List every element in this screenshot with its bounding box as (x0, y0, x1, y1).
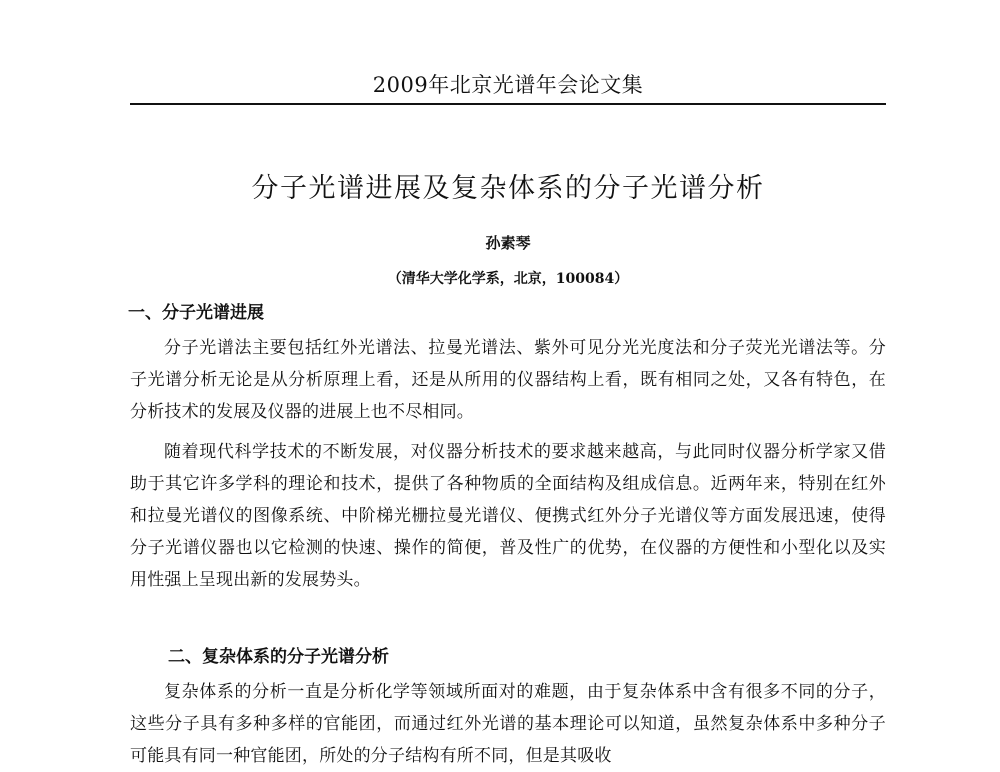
section-heading-1: 一、分子光谱进展 (128, 303, 264, 323)
section-2-paragraph-1: 复杂体系的分析一直是分析化学等领域所面对的难题，由于复杂体系中含有很多不同的分子，这些分子具有多种多样的官能团，而通过红外光谱的基本理论可以知道，虽然复杂体系中多种分子可能具有同一种官能团，所处的分子结构有所不同，但是其吸收 (130, 682, 886, 766)
section-heading-2: 二、复杂体系的分子光谱分析 (168, 647, 389, 667)
section-1-paragraph-2: 随着现代科学技术的不断发展，对仪器分析技术的要求越来越高，与此同时仪器分析学家又借助于其它许多学科的理论和技术，提供了各种物质的全面结构及组成信息。近两年来，特别在红外和拉曼光谱仪的图像系统、中阶梯光栅拉曼光谱仪、便携式红外分子光谱仪等方面发展迅速，使得分子光谱仪器也以它检测的快速、操作的简便，普及性广的优势，在仪器的方便性和小型化以及实用性强上呈现出新的发展势头。 (130, 442, 886, 590)
section-1-paragraph-1: 分子光谱法主要包括红外光谱法、拉曼光谱法、紫外可见分光光度法和分子荧光光谱法等。分子光谱分析无论是从分析原理上看，还是从所用的仪器结构上看，既有相同之处，又各有特色，在分析技术的发展及仪器的进展上也不尽相同。 (130, 338, 886, 422)
author-name: 孙素琴 (485, 234, 531, 252)
paper-title: 分子光谱进展及复杂体系的分子光谱分析 (251, 173, 765, 204)
header-rule (130, 103, 886, 105)
author-affiliation: （清华大学化学系，北京，100084） (387, 271, 629, 287)
running-header: 2009年北京光谱年会论文集 (372, 73, 644, 97)
